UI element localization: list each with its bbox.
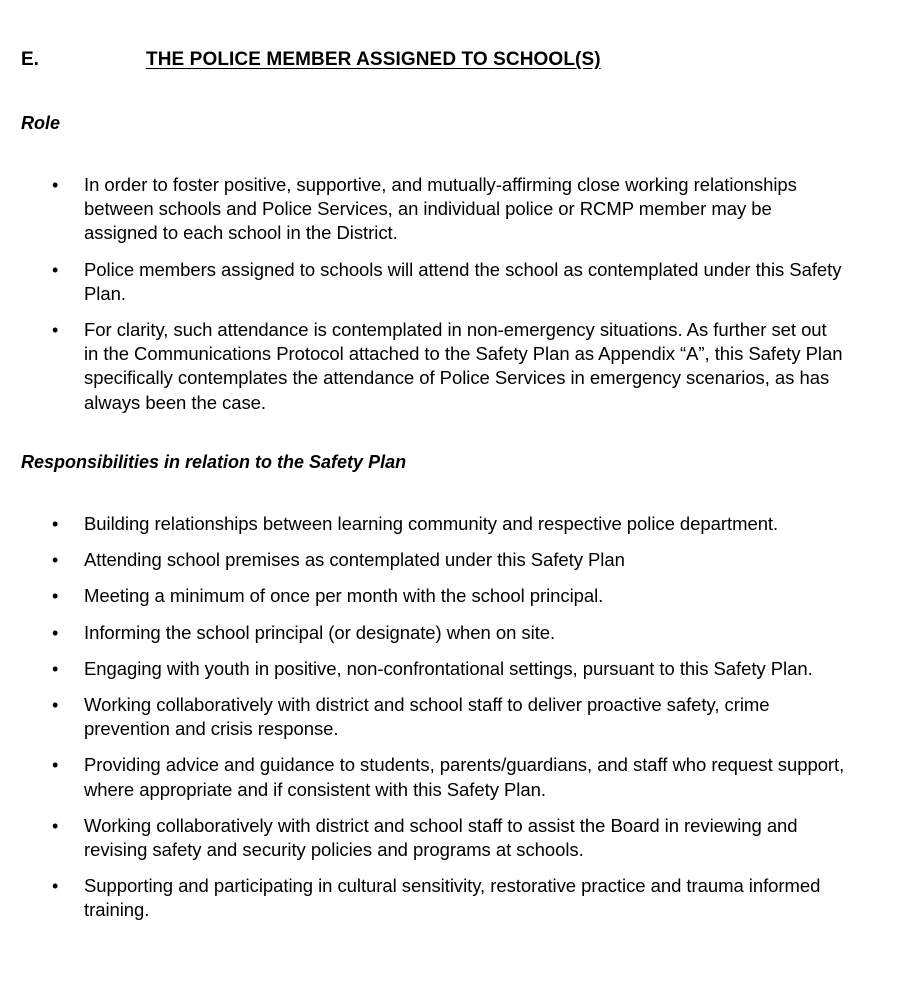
responsibilities-subheading: Responsibilities in relation to the Safety Plan	[21, 452, 407, 472]
bullet-point-icon: •	[52, 586, 59, 607]
list-item	[0, 318, 916, 415]
role-bullet-list	[0, 173, 916, 415]
list-item	[0, 874, 916, 922]
section-letter: E.	[21, 49, 39, 70]
list-item-text: Building relationships between learning community and respective police department.	[84, 513, 779, 534]
bullet-point-icon: •	[52, 815, 59, 836]
list-item-text: Engaging with youth in positive, non-confrontational settings, pursuant to this Safety Plan.	[84, 657, 813, 679]
list-item	[0, 657, 916, 681]
list-item	[0, 693, 916, 741]
bullet-point-icon: •	[52, 320, 59, 341]
list-item	[0, 814, 916, 862]
bullet-point-icon: •	[52, 514, 59, 534]
list-item-text: Police members assigned to schools will attend the school as contemplated under this Safety Plan.	[84, 258, 842, 304]
list-item	[0, 621, 916, 645]
list-item	[0, 548, 916, 572]
bullet-point-icon: •	[52, 259, 59, 280]
bullet-point-icon: •	[52, 695, 59, 716]
bullet-point-icon: •	[52, 175, 59, 195]
responsibilities-bullet-list	[0, 512, 916, 923]
bullet-point-icon: •	[52, 658, 59, 679]
list-item-text: Providing advice and guidance to students, parents/guardians, and staff who request support, where appropriate and if consistent with this Safety Plan.	[84, 754, 845, 800]
list-item-text: For clarity, such attendance is contemplated in non-emergency situations. As further set out in the Communications Protocol attached to the Safety Plan as Appendix “A”, this Safety Plan specifically contemplates the attendance of Police Services in emergency scenarios, as has always been the case.	[84, 319, 843, 413]
bullet-point-icon: •	[52, 622, 59, 643]
list-item	[0, 512, 916, 536]
list-item-text: Meeting a minimum of once per month with the school principal.	[84, 585, 604, 607]
bullet-point-icon: •	[52, 876, 59, 897]
list-item	[0, 173, 916, 246]
list-item-text: Working collaboratively with district and school staff to deliver proactive safety, crime prevention and crisis response.	[84, 694, 770, 740]
list-item	[0, 753, 916, 801]
list-item-text: Informing the school principal (or designate) when on site.	[84, 621, 556, 643]
list-item-text: Supporting and participating in cultural sensitivity, restorative practice and trauma informed training.	[84, 875, 821, 921]
section-heading	[21, 49, 881, 71]
bullet-point-icon: •	[52, 550, 59, 571]
bullet-point-icon: •	[52, 755, 59, 776]
list-item	[0, 258, 916, 306]
list-item-text: In order to foster positive, supportive, and mutually-affirming close working relationships between schools and Police Services, an individual police or RCMP member may be assigned to each school in the District.	[84, 174, 797, 244]
list-item-text: Working collaboratively with district and school staff to assist the Board in reviewing and revising safety and security policies and programs at schools.	[84, 814, 798, 861]
role-subheading: Role	[21, 113, 61, 133]
section-title: THE POLICE MEMBER ASSIGNED TO SCHOOL(S)	[146, 49, 601, 70]
list-item-text: Attending school premises as contemplated under this Safety Plan	[84, 549, 625, 571]
list-item	[0, 584, 916, 608]
